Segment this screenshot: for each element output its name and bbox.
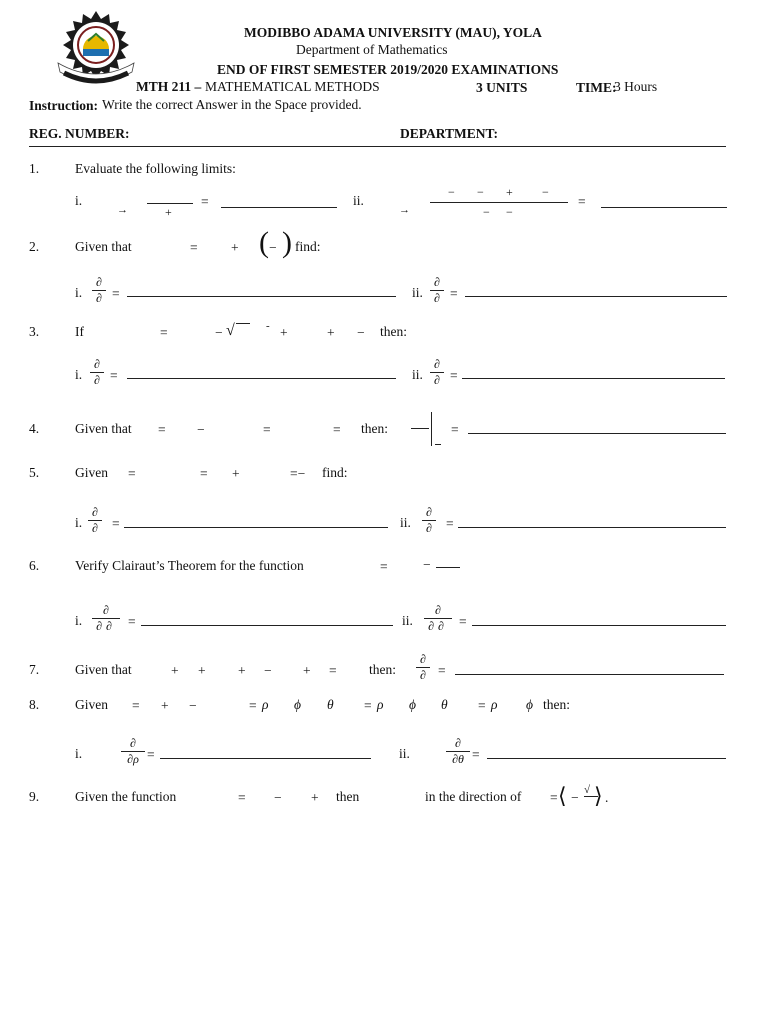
q4-fraction-bar — [411, 428, 429, 429]
q1-ii-minus-1: − — [448, 185, 455, 199]
university-logo — [50, 9, 142, 85]
q2-i-answer-line[interactable] — [127, 296, 396, 297]
course-title: MATHEMATICAL METHODS — [205, 79, 380, 94]
q4-evaluation-bar — [431, 412, 432, 446]
q1-ii-equals: = — [578, 194, 586, 209]
q5-i-equals: = — [112, 516, 120, 531]
q9-sqrt: √ — [584, 784, 591, 796]
q5-ii-equals: = — [446, 516, 454, 531]
q3-i-label: i. — [75, 367, 83, 382]
q1-ii-minus-3: − — [542, 185, 549, 199]
instruction-text: Write the correct Answer in the Space provided. — [102, 97, 362, 112]
q8-phi-1: ϕ — [294, 697, 301, 712]
q7-then: then: — [369, 662, 396, 677]
q1-ii-minus-2: − — [477, 185, 484, 199]
q8-i-label: i. — [75, 746, 83, 761]
q1-i-arrow: → — [117, 204, 128, 216]
q3-plus-2: + — [327, 325, 335, 340]
q3-number: 3. — [29, 324, 40, 339]
q7-minus: − — [264, 663, 272, 678]
q8-ii-equals: = — [472, 747, 480, 762]
q6-i-answer-line[interactable] — [141, 625, 393, 626]
q3-minus-2: − — [357, 325, 365, 340]
q9-direction-text: in the direction of — [425, 789, 522, 804]
q4-then: then: — [361, 421, 388, 436]
q7-answer-line[interactable] — [455, 674, 724, 675]
q8-plus: + — [161, 698, 169, 713]
q6-minus: − — [423, 557, 431, 572]
q7-plus-2: + — [198, 663, 206, 678]
q9-period: . — [605, 790, 609, 805]
q5-plus: + — [232, 466, 240, 481]
q2-paren-close: ) — [282, 226, 292, 259]
q1-i-fraction-bar — [147, 203, 193, 204]
q2-ii-derivative: ∂ ∂ — [430, 276, 444, 305]
q6-ii-answer-line[interactable] — [472, 625, 726, 626]
time-value: 3 Hours — [614, 79, 658, 94]
q9-minus-2: − — [571, 790, 579, 805]
q4-evaluation-subscript — [435, 444, 441, 445]
q4-text: Given that — [75, 421, 132, 436]
q1-i-answer-line[interactable] — [221, 207, 337, 208]
q3-sqrt: √ — [226, 322, 235, 339]
header-divider — [29, 146, 726, 147]
reg-number-label: REG. NUMBER: — [29, 126, 130, 141]
q8-equals-4: = — [478, 698, 486, 713]
q8-rho-1: ρ — [262, 697, 269, 712]
q1-i-equals: = — [201, 194, 209, 209]
q5-ii-derivative: ∂ ∂ — [422, 506, 436, 535]
q8-phi-3: ϕ — [526, 697, 533, 712]
q6-ii-equals: = — [459, 614, 467, 629]
q4-equals-2: = — [263, 422, 271, 437]
q8-equals-2: = — [249, 698, 257, 713]
q5-find: find: — [322, 465, 348, 480]
q8-minus: − — [189, 698, 197, 713]
q5-equals-2: = — [200, 466, 208, 481]
q1-ii-fraction-bar — [430, 202, 568, 203]
q3-ii-answer-line[interactable] — [462, 378, 725, 379]
q8-equals-1: = — [132, 698, 140, 713]
q2-i-equals: = — [112, 286, 120, 301]
q7-plus-1: + — [171, 663, 179, 678]
q5-ii-label: ii. — [400, 515, 411, 530]
q1-text: Evaluate the following limits: — [75, 161, 236, 176]
q3-ii-derivative: ∂ ∂ — [430, 358, 444, 387]
q9-minus-1: − — [274, 790, 282, 805]
q3-equals: = — [160, 325, 168, 340]
q5-i-answer-line[interactable] — [124, 527, 388, 528]
q9-number: 9. — [29, 789, 40, 804]
q3-superscript: - — [266, 320, 270, 332]
q6-i-equals: = — [128, 614, 136, 629]
q1-ii-minus-4: − — [483, 205, 490, 219]
q3-i-equals: = — [110, 368, 118, 383]
q8-then: then: — [543, 697, 570, 712]
q4-number: 4. — [29, 421, 40, 436]
q8-rho-2: ρ — [377, 697, 384, 712]
q6-text: Verify Clairaut’s Theorem for the function — [75, 558, 304, 573]
q7-derivative: ∂ ∂ — [416, 653, 430, 682]
q4-answer-equals: = — [451, 422, 459, 437]
q7-plus-4: + — [303, 663, 311, 678]
q2-find: find: — [295, 239, 321, 254]
university-name: MODIBBO ADAMA UNIVERSITY (MAU), YOLA — [244, 25, 542, 40]
q3-ii-label: ii. — [412, 367, 423, 382]
q1-ii-minus-5: − — [506, 205, 513, 219]
q3-i-answer-line[interactable] — [127, 378, 396, 379]
q7-equals: = — [329, 663, 337, 678]
course-units: 3 UNITS — [476, 80, 528, 95]
q2-ii-answer-line[interactable] — [465, 296, 727, 297]
q8-ii-derivative: ∂ ∂θ — [446, 737, 470, 766]
q1-ii-label: ii. — [353, 193, 364, 208]
q5-ii-answer-line[interactable] — [458, 527, 726, 528]
q2-ii-label: ii. — [412, 285, 423, 300]
q5-equals-1: = — [128, 466, 136, 481]
time-label: TIME: — [576, 80, 617, 95]
q8-i-derivative: ∂ ∂ρ — [121, 737, 145, 766]
q3-i-derivative: ∂ ∂ — [90, 358, 104, 387]
department-name: Department of Mathematics — [296, 42, 448, 57]
q3-plus-1: + — [280, 325, 288, 340]
q8-ii-label: ii. — [399, 746, 410, 761]
q8-theta-1: θ — [327, 697, 334, 712]
q3-ii-equals: = — [450, 368, 458, 383]
exam-title: END OF FIRST SEMESTER 2019/2020 EXAMINATIONS — [217, 62, 559, 77]
q7-plus-3: + — [238, 663, 246, 678]
q2-plus: + — [231, 240, 239, 255]
q1-i-label: i. — [75, 193, 83, 208]
q8-ii-answer-line[interactable] — [487, 758, 726, 759]
q9-then: then — [336, 789, 360, 804]
q8-rho-3: ρ — [491, 697, 498, 712]
q8-theta-2: θ — [441, 697, 448, 712]
q8-i-equals: = — [147, 747, 155, 762]
q2-number: 2. — [29, 239, 40, 254]
q5-text: Given — [75, 465, 108, 480]
q3-then: then: — [380, 324, 407, 339]
q6-i-mixed-derivative: ∂ ∂∂ — [92, 604, 120, 633]
q2-paren-open: ( — [259, 226, 269, 259]
q8-number: 8. — [29, 697, 40, 712]
q1-ii-plus: + — [506, 185, 513, 199]
q7-number: 7. — [29, 662, 40, 677]
q9-equals-1: = — [238, 790, 246, 805]
q9-text: Given the function — [75, 789, 177, 804]
q8-phi-2: ϕ — [409, 697, 416, 712]
q6-fraction-bar — [436, 567, 460, 568]
q5-i-derivative: ∂ ∂ — [88, 506, 102, 535]
q7-answer-equals: = — [438, 663, 446, 678]
q1-number: 1. — [29, 161, 40, 176]
q2-minus: − — [269, 240, 277, 255]
q6-ii-mixed-derivative: ∂ ∂∂ — [424, 604, 452, 633]
department-label: DEPARTMENT: — [400, 126, 499, 141]
q3-sqrt-bar — [236, 323, 250, 324]
q8-i-answer-line[interactable] — [160, 758, 371, 759]
q5-i-label: i. — [75, 515, 83, 530]
q2-equals: = — [190, 240, 198, 255]
q2-text: Given that — [75, 239, 132, 254]
q9-angle-close: ⟩ — [594, 783, 603, 808]
q3-minus-1: − — [215, 325, 223, 340]
q9-equals-2: = — [550, 790, 558, 805]
q3-text: If — [75, 324, 84, 339]
q1-ii-arrow: → — [399, 204, 410, 216]
q4-equals-1: = — [158, 422, 166, 437]
q9-angle-open: ⟨ — [558, 783, 567, 808]
q4-answer-line[interactable] — [468, 433, 726, 434]
q2-i-derivative: ∂ ∂ — [92, 276, 106, 305]
q5-equals-minus: =− — [290, 466, 306, 481]
q7-text: Given that — [75, 662, 132, 677]
q8-equals-3: = — [364, 698, 372, 713]
q6-number: 6. — [29, 558, 40, 573]
q1-i-plus: + — [165, 205, 172, 219]
q6-i-label: i. — [75, 613, 83, 628]
q2-ii-equals: = — [450, 286, 458, 301]
q9-plus: + — [311, 790, 319, 805]
q6-equals: = — [380, 559, 388, 574]
q4-minus: − — [197, 422, 205, 437]
q8-text: Given — [75, 697, 108, 712]
course-code: MTH 211 – — [136, 79, 202, 94]
q5-number: 5. — [29, 465, 40, 480]
q4-equals-3: = — [333, 422, 341, 437]
q6-ii-label: ii. — [402, 613, 413, 628]
q1-ii-answer-line[interactable] — [601, 207, 727, 208]
q2-i-label: i. — [75, 285, 83, 300]
instruction-label: Instruction: — [29, 98, 99, 113]
